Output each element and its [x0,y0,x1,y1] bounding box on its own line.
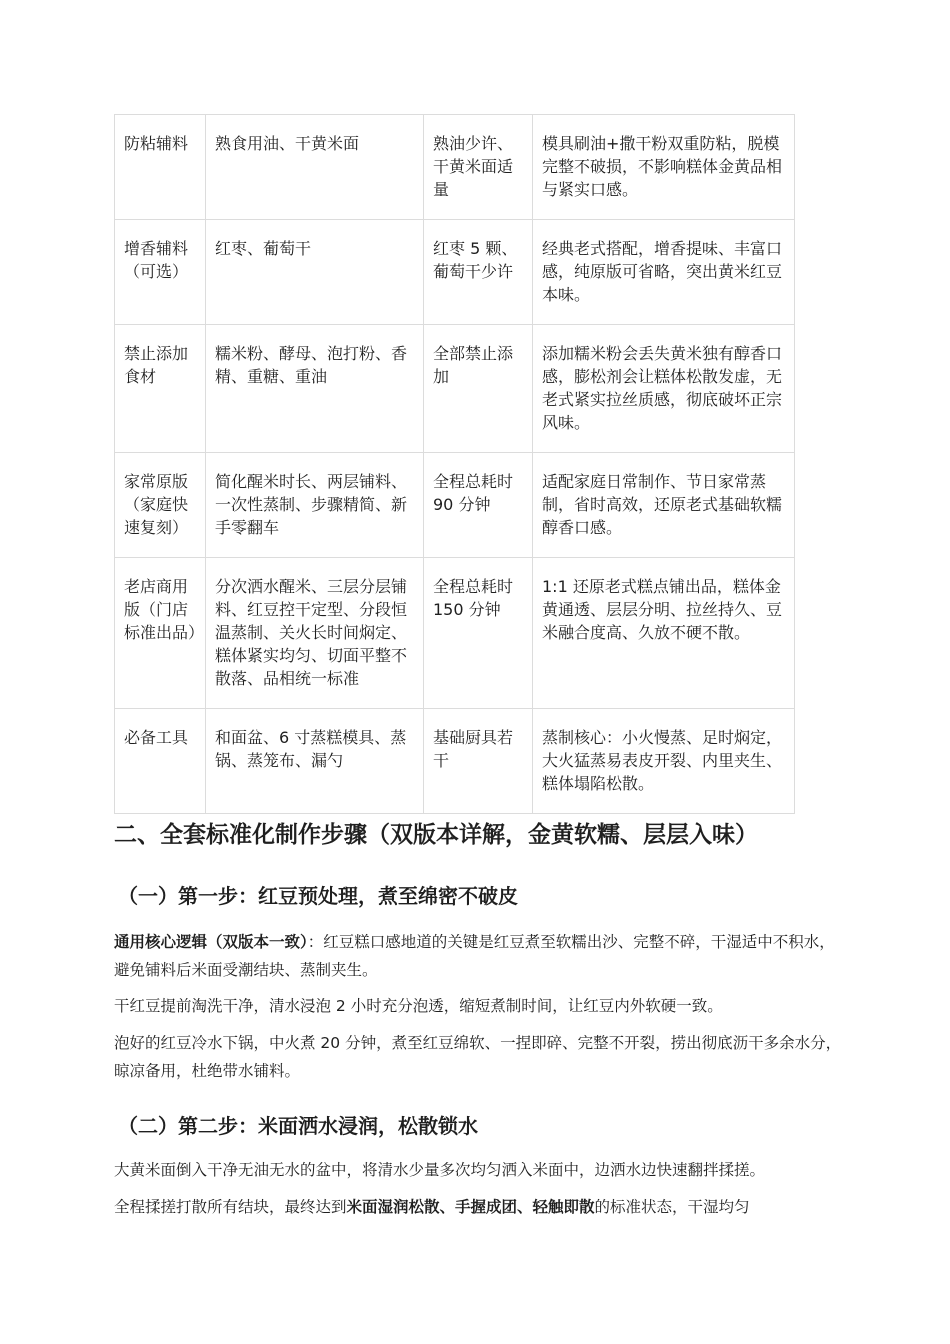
table-cell-name: 防粘辅料 [115,115,206,220]
table-cell-amount: 全程总耗时 150 分钟 [424,558,533,709]
table-row [115,453,795,558]
section-heading: 二、全套标准化制作步骤（双版本详解，金黄软糯、层层入味） [114,822,758,848]
step1-paragraph-boil: 泡好的红豆冷水下锅，中火煮 20 分钟，煮至红豆绵软、一捏即碎、完整不开裂，捞出彻底沥干多余水分，晾凉备用，杜绝带水铺料。 [114,1034,842,1080]
table-cell-note: 经典老式搭配，增香提味、丰富口感，纯原版可省略，突出黄米红豆本味。 [533,220,795,325]
step1-heading: （一）第一步：红豆预处理，煮至绵密不破皮 [118,884,518,908]
table-cell-amount: 全程总耗时 90 分钟 [424,453,533,558]
table-cell-note: 适配家庭日常制作、节日家常蒸制，省时高效，还原老式基础软糯醇香口感。 [533,453,795,558]
table-row [115,115,795,220]
table-row [115,709,795,814]
step2-heading: （二）第二步：米面洒水浸润，松散锁水 [118,1114,478,1138]
table-cell-items: 红枣、葡萄干 [206,220,424,325]
table-cell-name: 必备工具 [115,709,206,814]
table-cell-note: 模具刷油+撒干粉双重防粘，脱模完整不破损，不影响糕体金黄品相与紧实口感。 [533,115,795,220]
step2-paragraph-rub [114,1193,844,1221]
step1-logic-text: ：红豆糕口感地道的关键是红豆煮至软糯出沙、完整不碎，干湿适中不积水，避免铺料后米面受潮结块、蒸制夹生。 [114,933,835,979]
table-cell-note: 添加糯米粉会丢失黄米独有醇香口感，膨松剂会让糕体松散发虚，无老式紧实拉丝质感，彻底破坏正宗风味。 [533,325,795,453]
step2-rub-text-b: 的标准状态，干湿均匀 [594,1198,750,1216]
table-cell-name: 增香辅料（可选） [115,220,206,325]
table-cell-name: 老店商用版（门店标准出品） [115,558,206,709]
table-row [115,325,795,453]
table-cell-amount: 熟油少许、干黄米面适量 [424,115,533,220]
step1-paragraph-logic [114,928,844,984]
table-cell-items: 糯米粉、酵母、泡打粉、香精、重糖、重油 [206,325,424,453]
table-cell-items: 分次洒水醒米、三层分层铺料、红豆控干定型、分段恒温蒸制、关火长时间焖定、糕体紧实均匀、切面平整不散落、品相统一标准 [206,558,424,709]
table-cell-name: 禁止添加食材 [115,325,206,453]
step1-paragraph-soak: 干红豆提前淘洗干净，清水浸泡 2 小时充分泡透，缩短煮制时间，让红豆内外软硬一致。 [114,997,723,1015]
step2-rub-text-a: 全程揉搓打散所有结块，最终达到 [114,1198,347,1216]
table-cell-items: 和面盆、6 寸蒸糕模具、蒸锅、蒸笼布、漏勺 [206,709,424,814]
table-row [115,220,795,325]
table-cell-amount: 基础厨具若干 [424,709,533,814]
table-cell-items: 简化醒米时长、两层铺料、一次性蒸制、步骤精简、新手零翻车 [206,453,424,558]
table-cell-note: 蒸制核心：小火慢蒸、足时焖定，大火猛蒸易表皮开裂、内里夹生、糕体塌陷松散。 [533,709,795,814]
step2-paragraph-sprinkle: 大黄米面倒入干净无油无水的盆中，将清水少量多次均匀洒入米面中，边洒水边快速翻拌揉搓。 [114,1161,766,1179]
table-cell-items: 熟食用油、干黄米面 [206,115,424,220]
table-cell-note: 1:1 还原老式糕点铺出品，糕体金黄通透、层层分明、拉丝持久、豆米融合度高、久放不硬不散。 [533,558,795,709]
table-row [115,558,795,709]
table-cell-name: 家常原版（家庭快速复刻） [115,453,206,558]
step1-logic-label: 通用核心逻辑（双版本一致） [114,933,308,951]
step2-rub-standard: 米面湿润松散、手握成团、轻触即散 [346,1198,595,1216]
ingredient-table [114,114,795,814]
table-cell-amount: 红枣 5 颗、葡萄干少许 [424,220,533,325]
table-cell-amount: 全部禁止添加 [424,325,533,453]
